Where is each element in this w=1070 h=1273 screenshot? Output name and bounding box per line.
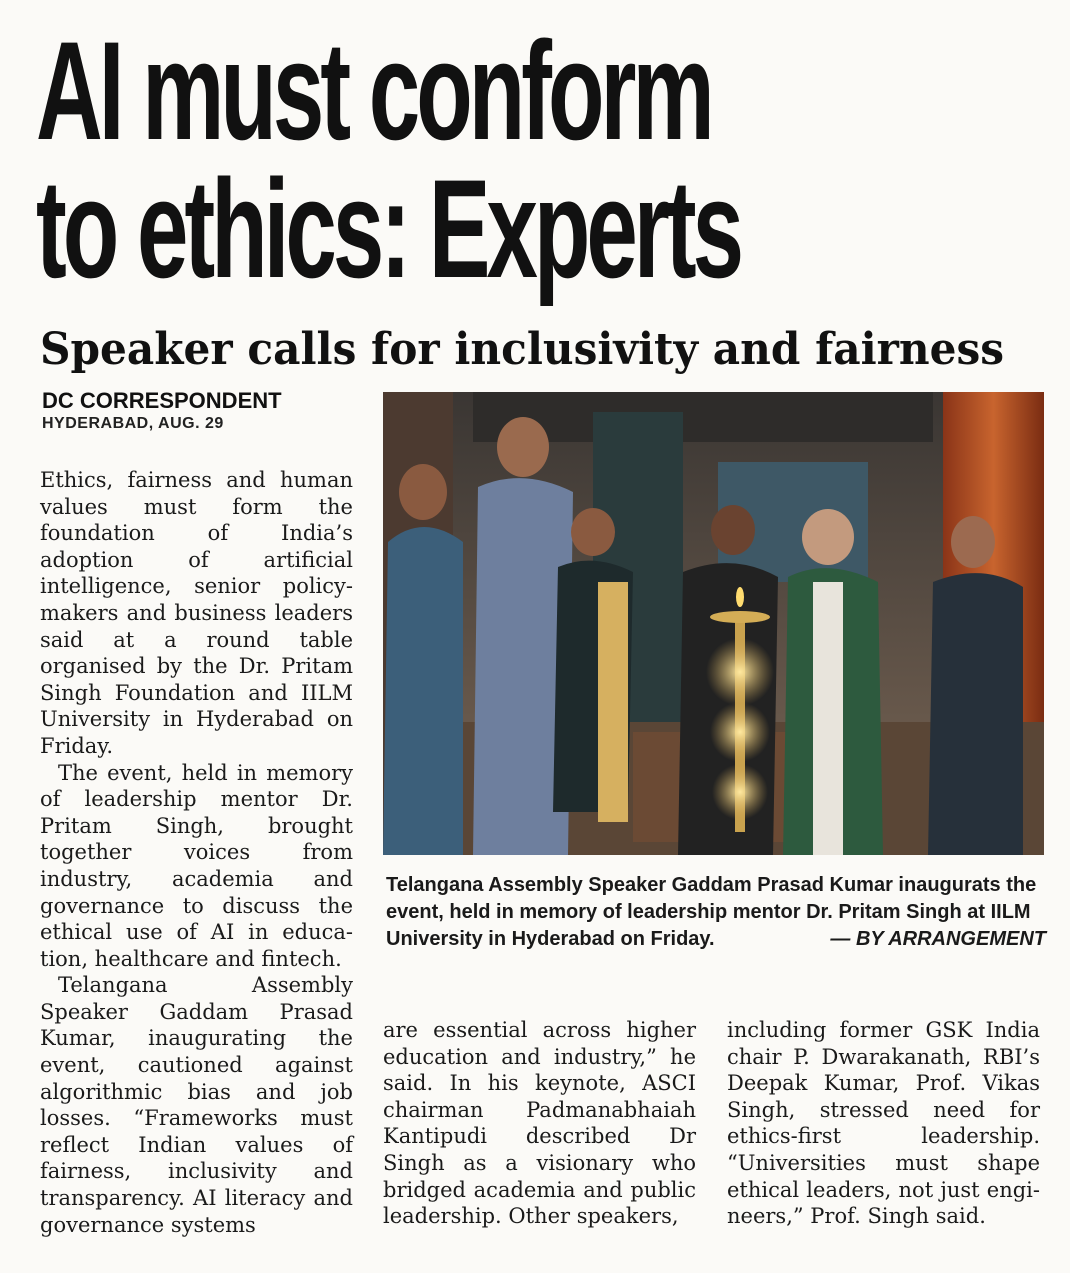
article-column-3 xyxy=(727,1017,1040,1230)
article-column-1 xyxy=(40,467,353,1238)
dateline: HYDERABAD, AUG. 29 xyxy=(42,415,224,432)
photo-credit: — BY ARRANGEMENT xyxy=(830,928,1046,950)
article-paragraph: Telangana Assembly Speaker Gaddam Prasad Kumar, inaugurating the event, cautioned against algorithmic bias and job losses. “Frameworks must reflect Indian values of fairness, inclusivity and transparency. AI literacy and governance systems xyxy=(40,973,353,1237)
event-photo-illustration xyxy=(383,392,1044,855)
article-column-2 xyxy=(383,1017,696,1230)
headline-line-1: AI must conform xyxy=(36,12,711,169)
headline xyxy=(36,12,741,307)
photo-caption xyxy=(386,872,1046,953)
byline: DC CORRESPONDENT xyxy=(42,388,282,413)
article-paragraph: The event, held in memory of leadership mentor Dr. Pritam Singh, brought together voices from industry, academia and governance to discuss the ethical use of AI in education, healthcare and fintech. xyxy=(40,760,353,971)
article-paragraph: are essential across higher education and industry,” he said. In his keynote, ASCI chairman Padmanabhaiah Kantipudi described Dr Singh as a visionary who bridged academia and public leadership. Other speakers, xyxy=(383,1018,696,1229)
photo-caption-text: Telangana Assembly Speaker Gaddam Prasad Kumar inaugurats the event, held in memory of leadership mentor Dr. Pritam Singh at IILM University in Hyderabad on Friday. xyxy=(386,874,1037,950)
headline-line-2: to ethics: Experts xyxy=(36,150,741,307)
article-paragraph: Ethics, fairness and human values must form the foundation of India’s adoption of artificial intelligence, senior policymakers and business leaders said at a round table organised by the Dr. Pritam Singh Foundation and IILM University in Hyderabad on Friday. xyxy=(40,468,353,758)
subheadline: Speaker calls for inclusivity and fairness xyxy=(40,324,1005,375)
article-paragraph: including former GSK India chair P. Dwarakanath, RBI’s Deepak Kumar, Prof. Vikas Singh, stressed need for ethics-first leadership. “Universities must shape ethical leaders, not just engineers,” Prof. Singh said. xyxy=(727,1018,1040,1229)
event-photo xyxy=(383,392,1044,855)
